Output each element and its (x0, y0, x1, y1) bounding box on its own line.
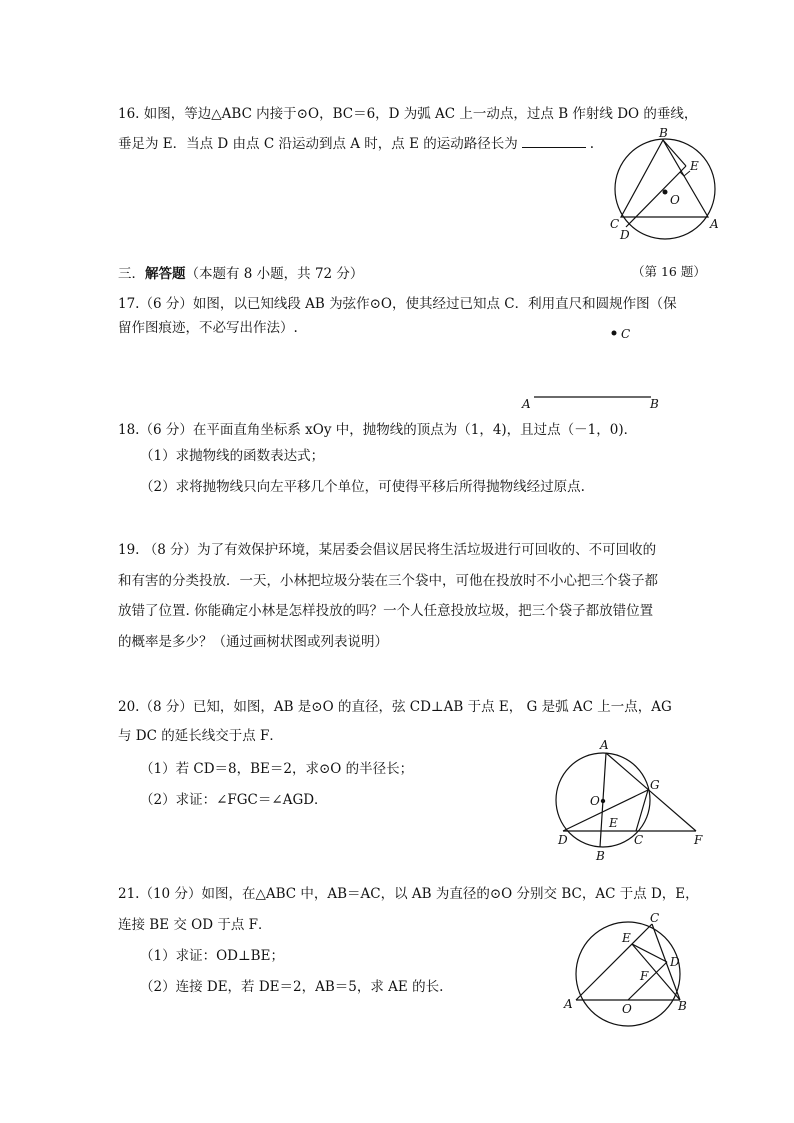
q21-label-E: E (622, 931, 631, 945)
q16-caption: （第 16 题） (632, 264, 706, 279)
q19-line3: 放错了位置. 你能确定小林是怎样投放的吗？一个人任意投放垃圾，把三个袋子都放错位置 (118, 603, 654, 619)
q20-item2: （2）求证：∠FGC＝∠AGD． (140, 792, 328, 808)
q17-line2: 留作图痕迹，不必写出作法）. (118, 320, 298, 336)
q16-triangle (621, 140, 708, 217)
section3-title: 解答题 (145, 266, 186, 282)
section3-prefix: 三． (118, 266, 145, 282)
q16-answer-blank (522, 135, 586, 148)
q17-label-C: C (621, 327, 631, 341)
q18-line1: 18.（6 分）在平面直角坐标系 xOy 中，抛物线的顶点为（1，4)，且过点（－1，0)． (118, 422, 638, 438)
q20-line1: 20.（8 分）已知，如图，AB 是⊙O 的直径，弦 CD⊥AB 于点 E， G 是弧 AC 上一点，AG (118, 699, 672, 715)
q18-item1: （1）求抛物线的函数表达式； (140, 448, 325, 464)
q20-label-A: A (600, 738, 609, 752)
q21-label-D: D (670, 955, 680, 969)
q21-figure (560, 911, 700, 1024)
q16-line2-end: . (589, 136, 595, 152)
q16-center-dot (663, 190, 668, 195)
q20-label-B: B (596, 849, 605, 863)
q20-label-G: G (650, 778, 660, 792)
q21-label-F: F (640, 969, 649, 983)
q16-label-O: O (670, 193, 680, 207)
q17-label-B: B (650, 397, 659, 411)
q20-label-E: E (609, 816, 618, 830)
q20-label-O: O (590, 794, 600, 808)
q20-seg-AF (606, 753, 696, 831)
q17-figure (518, 322, 668, 412)
q20-label-C: C (634, 833, 644, 847)
section3-note: （本题有 8 小题，共 72 分） (185, 266, 364, 282)
q16-label-E: E (690, 159, 699, 173)
q20-item1: （1）若 CD＝8，BE＝2，求⊙O 的半径长； (140, 761, 414, 777)
q20-center-dot (601, 799, 605, 803)
q20-figure (552, 738, 712, 864)
q20-seg-GD (563, 790, 648, 831)
q19-line4: 的概率是多少？（通过画树状图或列表说明） (118, 634, 388, 650)
q16-figure (610, 126, 720, 242)
q21-line1: 21.（10 分）如图，在△ABC 中，AB＝AC，以 AB 为直径的⊙O 分别交 BC，AC 于点 D，E， (118, 886, 699, 902)
q17-point-C (612, 331, 617, 336)
q20-label-D: D (558, 833, 568, 847)
q19-line1: 19. （8 分）为了有效保护环境，某居委会倡议居民将生活垃圾进行可回收的、不可回收的 (118, 542, 657, 558)
q16-line2 (118, 134, 594, 154)
q16-line2-text: 垂足为 E．当点 D 由点 C 沿运动到点 A 时，点 E 的运动路径长为 (118, 136, 518, 152)
q17-line1: 17.（6 分）如图，以已知线段 AB 为弦作⊙O，使其经过已知点 C．利用直尺和圆规作图（保 (118, 296, 677, 312)
q16-label-A: A (710, 217, 719, 231)
q20-line2: 与 DC 的延长线交于点 F． (118, 728, 283, 744)
q20-seg-GC (636, 790, 648, 831)
section3-heading (118, 264, 363, 284)
q21-label-B: B (678, 999, 687, 1013)
q17-label-A: A (522, 397, 531, 411)
q21-label-A: A (564, 997, 573, 1011)
q19-line2: 和有害的分类投放．一天，小林把垃圾分装在三个袋中，可他在投放时不小心把三个袋子都 (118, 573, 658, 589)
q20-label-F: F (694, 833, 703, 847)
q16-label-D: D (620, 228, 630, 242)
q16-line1: 16. 如图，等边△ABC 内接于⊙O，BC＝6，D 为弧 AC 上一动点，过点 B 作射线 DO 的垂线， (118, 106, 698, 122)
q16-label-C: C (610, 217, 620, 231)
q21-side-AC (576, 924, 652, 1000)
q21-item1: （1）求证：OD⊥BE； (140, 948, 284, 964)
q16-circle (615, 139, 715, 239)
q21-seg-DE (632, 944, 667, 962)
q21-line2: 连接 BE 交 OD 于点 F． (118, 917, 272, 933)
q21-label-O: O (622, 1002, 632, 1016)
q18-item2: （2）求将抛物线只向左平移几个单位，可使得平移后所得抛物线经过原点. (140, 479, 585, 495)
q21-label-C: C (650, 911, 660, 925)
q16-seg-BE (663, 140, 686, 166)
q21-item2: （2）连接 DE，若 DE＝2，AB＝5，求 AE 的长. (140, 979, 444, 995)
q16-label-B: B (659, 126, 668, 140)
